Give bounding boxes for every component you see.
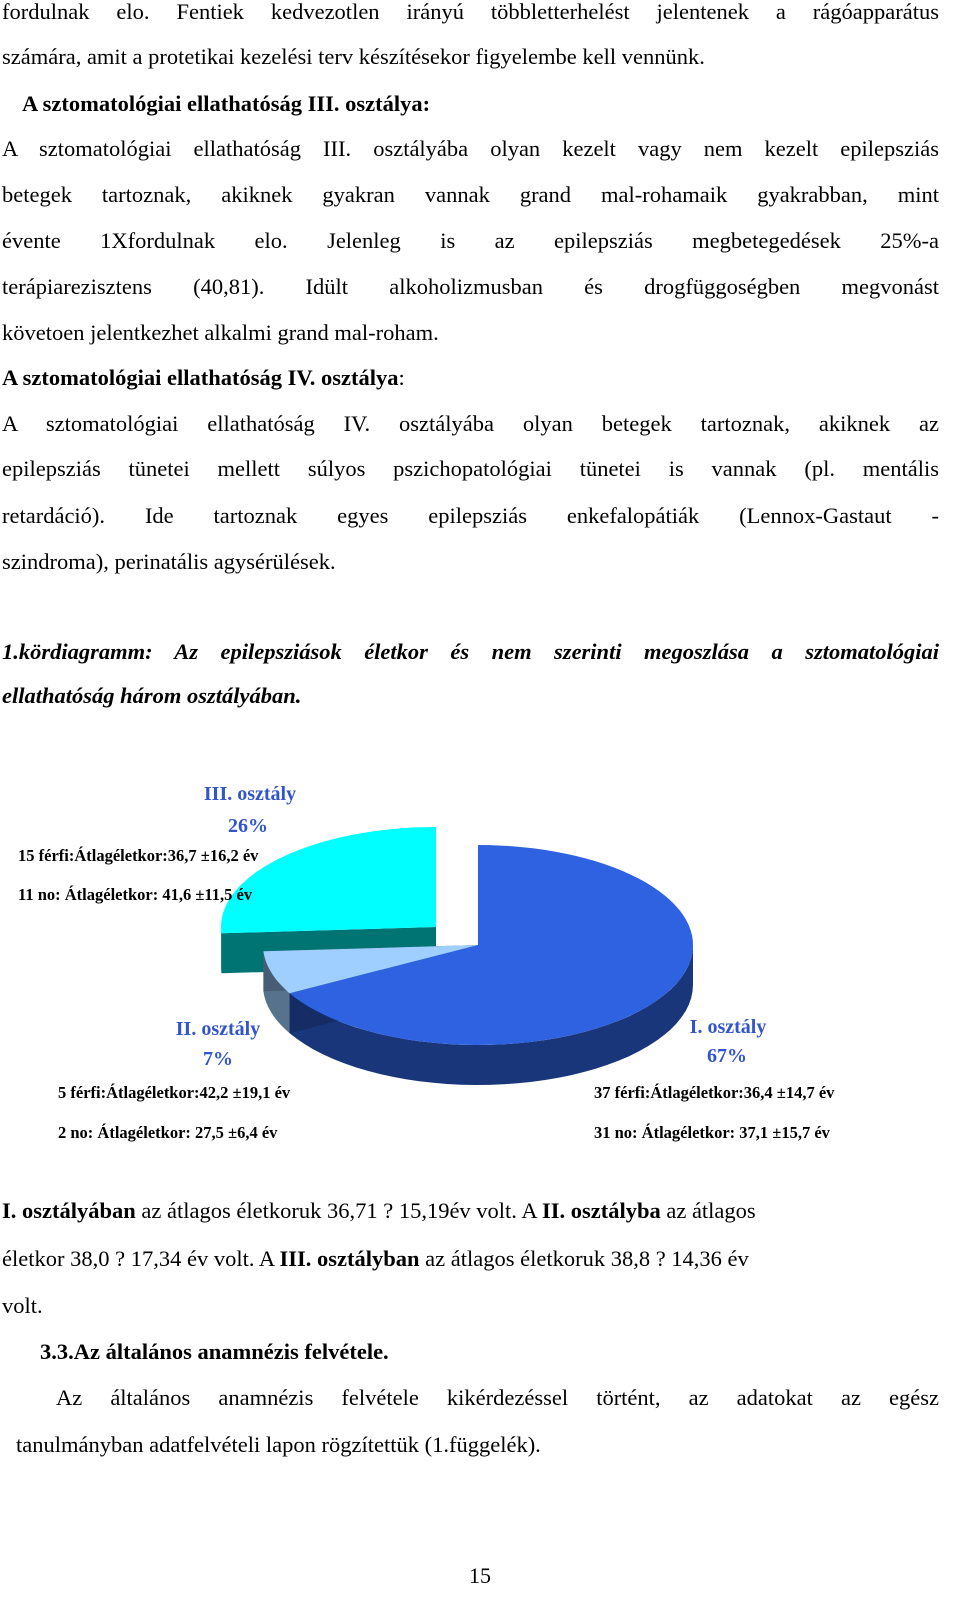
pie-label-II-name: II. osztály: [175, 1018, 261, 1040]
figure-caption: ellathatóság három osztályában.: [2, 683, 302, 708]
summary-text: életkor 38,0 ? 17,34 év volt. A: [2, 1246, 280, 1271]
summary-text: az átlagos életkoruk 36,71 ? 15,19év volt. A: [135, 1198, 542, 1223]
pie-label-III-pct: 26%: [228, 815, 268, 837]
summary-line: volt.: [2, 1293, 43, 1318]
paragraph-line: évente 1Xfordulnak elo. Jelenleg is az epilepsziás megbetegedések 25%-a: [2, 228, 939, 253]
paragraph-line: tanulmányban adatfelvételi lapon rögzítettük (1.függelék).: [16, 1432, 541, 1457]
paragraph-line: számára, amit a protetikai kezelési terv készítésekor figyelembe kell vennünk.: [2, 44, 705, 69]
section-heading-iv: [2, 363, 939, 393]
pie-label-II-male: 5 férfi:Átlagéletkor:42,2 ±19,1 év: [58, 1083, 291, 1102]
summary-class-i: I. osztályában: [2, 1198, 136, 1223]
paragraph-line: retardáció). Ide tartoznak egyes epilepsziás enkefalopátiák (Lennox-Gastaut -: [2, 503, 939, 528]
section-heading-iv-text: A sztomatológiai ellathatóság IV. osztálya: [2, 365, 399, 390]
page-number: 15: [469, 1563, 491, 1588]
pie-slice-III: [221, 827, 436, 933]
summary-line: [2, 1244, 939, 1274]
paragraph-line: betegek tartoznak, akiknek gyakran vannak grand mal-rohamaik gyakrabban, mint: [2, 182, 939, 207]
pie-label-III-male: 15 férfi:Átlagéletkor:36,7 ±16,2 év: [18, 846, 259, 865]
summary-class-ii: II. osztályba: [541, 1198, 661, 1223]
paragraph-line: követoen jelentkezhet alkalmi grand mal-roham.: [2, 320, 439, 345]
paragraph-line: szindroma), perinatális agysérülések.: [2, 549, 336, 574]
pie-label-I-pct: 67%: [707, 1045, 747, 1067]
paragraph-line: Az általános anamnézis felvétele kikérdezéssel történt, az adatokat az egész: [56, 1385, 939, 1410]
paragraph-line: epilepsziás tünetei mellett súlyos pszichopatológiai tünetei is vannak (pl. mentális: [2, 456, 939, 481]
pie-label-II-pct: 7%: [203, 1048, 233, 1070]
paragraph-line: A sztomatológiai ellathatóság IV. osztályába olyan betegek tartoznak, akiknek az: [2, 411, 939, 436]
pie-plot: [221, 827, 693, 1085]
pie-label-I-name: I. osztály: [689, 1016, 767, 1038]
section-heading-iii: A sztomatológiai ellathatóság III. osztálya:: [22, 91, 431, 116]
summary-class-iii: III. osztályban: [279, 1246, 420, 1271]
pie-label-III-name: III. osztály: [203, 783, 297, 805]
section-heading-iv-colon: :: [398, 365, 405, 390]
pie-label-II-female: 2 no: Átlagéletkor: 27,5 ±6,4 év: [58, 1123, 278, 1142]
pie-chart: [0, 760, 960, 1160]
summary-text: az átlagos életkoruk 38,8 ? 14,36 év: [419, 1246, 749, 1271]
paragraph-line: terápiarezisztens (40,81). Idült alkoholizmusban és drogfüggoségben megvonást: [2, 274, 939, 299]
summary-text: az átlagos: [660, 1198, 756, 1223]
paragraph-line: A sztomatológiai ellathatóság III. osztályába olyan kezelt vagy nem kezelt epilepsziás: [2, 136, 939, 161]
paragraph-line: fordulnak elo. Fentiek kedvezotlen irányú többletterhelést jelentenek a rágóapparátus: [2, 0, 939, 24]
pie-label-III-female: 11 no: Átlagéletkor: 41,6 ±11,5 év: [18, 885, 253, 904]
section-heading-3-3: 3.3.Az általános anamnézis felvétele.: [40, 1339, 389, 1364]
pie-label-I-male: 37 férfi:Átlagéletkor:36,4 ±14,7 év: [594, 1083, 835, 1102]
summary-line: [2, 1196, 939, 1226]
pie-label-I-female: 31 no: Átlagéletkor: 37,1 ±15,7 év: [594, 1123, 830, 1142]
figure-caption: 1.kördiagramm: Az epilepsziások életkor és nem szerinti megoszlása a sztomatológiai: [2, 639, 939, 664]
